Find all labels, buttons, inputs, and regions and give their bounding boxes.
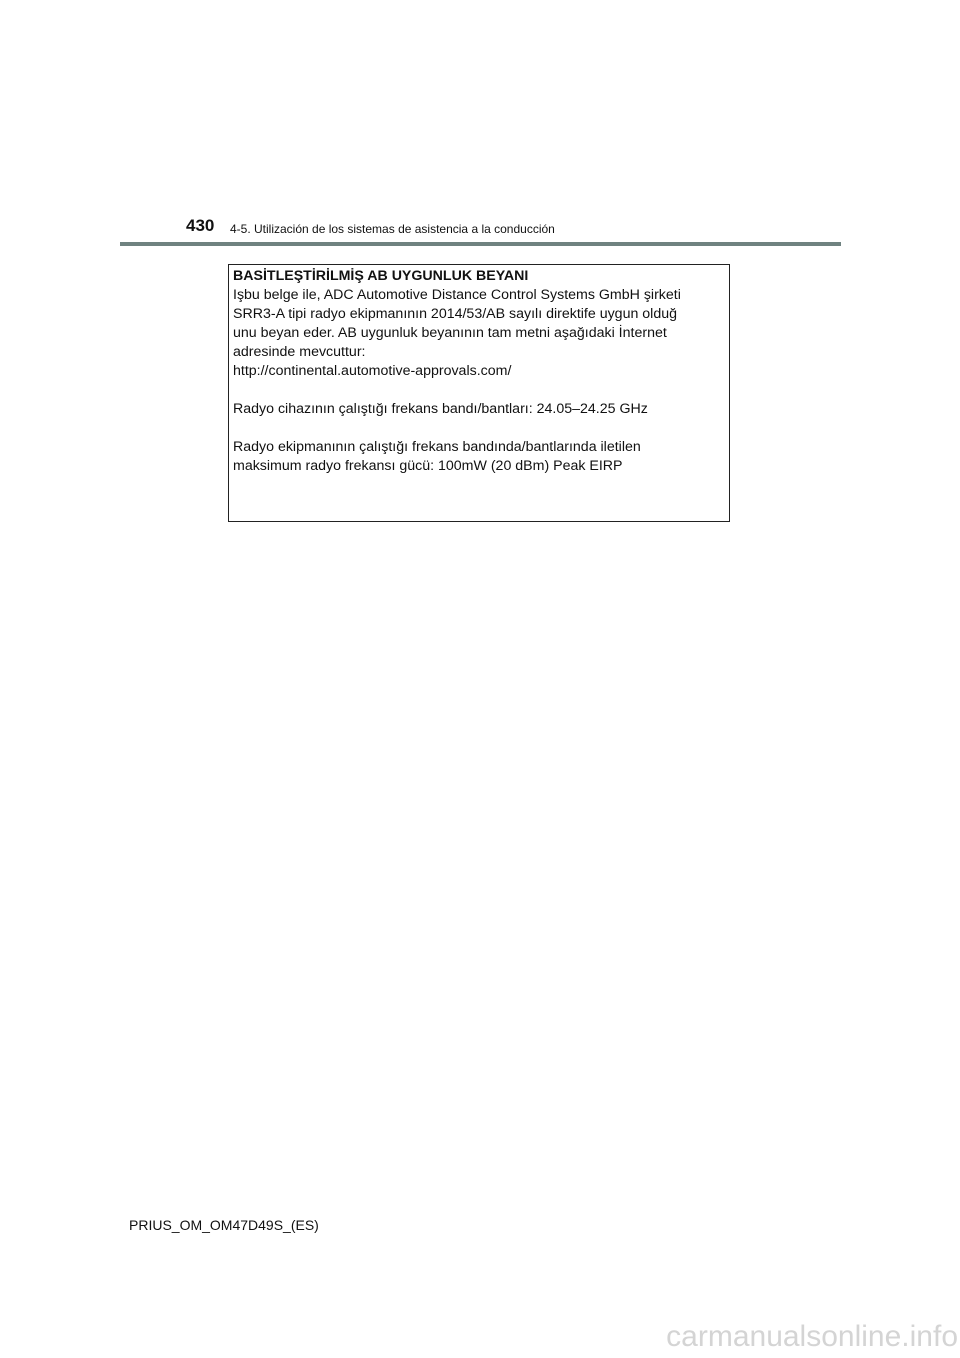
declaration-paragraph-2 — [233, 400, 725, 419]
watermark: carmanualsonline.info — [666, 1320, 958, 1353]
document-id: PRIUS_OM_OM47D49S_(ES) — [129, 1217, 319, 1233]
declaration-line: Radyo cihazının çalıştığı frekans bandı/bantları: 24.05–24.25 GHz — [233, 401, 648, 417]
declaration-line: maksimum radyo frekansı gücü: 100mW (20 dBm) Peak EIRP — [233, 458, 623, 474]
page-number: 430 — [186, 216, 215, 235]
declaration-title: BASİTLEŞTİRİLMİŞ AB UYGUNLUK BEYANI — [233, 268, 529, 284]
declaration-line: Radyo ekipmanının çalıştığı frekans bandında/bantlarında iletilen — [233, 439, 641, 455]
declaration-paragraph-3 — [233, 438, 725, 476]
paragraph-gap — [233, 419, 725, 438]
declaration-line: SRR3-A tipi radyo ekipmanının 2014/53/AB sayılı direktife uygun olduğ — [233, 306, 678, 322]
declaration-url: http://continental.automotive-approvals.com/ — [233, 363, 512, 379]
paragraph-gap — [233, 381, 725, 400]
declaration-line: unu beyan eder. AB uygunluk beyanının tam metni aşağıdaki İnternet — [233, 325, 667, 341]
declaration-line: adresinde mevcuttur: — [233, 344, 366, 360]
declaration-line: Işbu belge ile, ADC Automotive Distance Control Systems GmbH şirketi — [233, 287, 681, 303]
declaration-paragraph-1 — [233, 286, 725, 381]
declaration-box — [228, 264, 730, 522]
header-rule — [120, 242, 841, 246]
section-title: 4-5. Utilización de los sistemas de asistencia a la conducción — [230, 222, 555, 236]
